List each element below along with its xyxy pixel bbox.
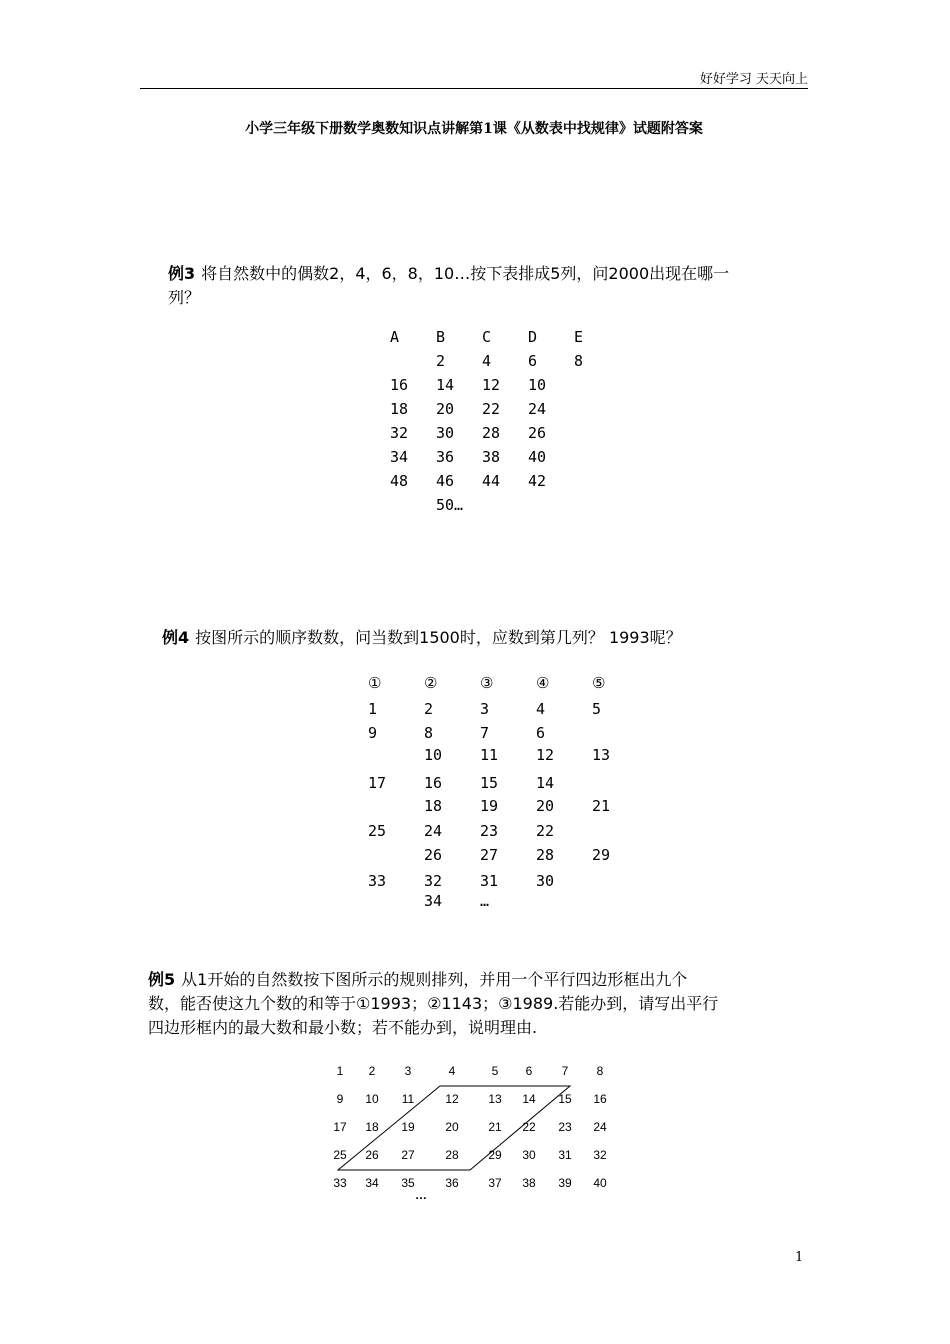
example-3-line-1: 将自然数中的偶数2，4，6，8，10…按下表排成5列，问2000出现在哪一 <box>201 264 730 283</box>
grid-cell: 10 <box>365 1092 379 1106</box>
grid-cell: 36 <box>445 1176 459 1190</box>
example-4-cell: … <box>480 892 490 910</box>
page-number: 1 <box>795 1250 804 1265</box>
example-4-cell: 10 <box>424 746 443 764</box>
grid-cell: 19 <box>401 1120 415 1134</box>
example-4-cell: 29 <box>592 846 611 864</box>
example-5-text <box>148 968 808 1040</box>
example-4-column-header: ④ <box>536 674 550 692</box>
example-4-cell: 28 <box>536 846 555 864</box>
example-4-cell: 27 <box>480 846 499 864</box>
example-4-cell: 4 <box>536 700 546 718</box>
example-3-column-header: A <box>390 328 400 346</box>
grid-cell: 29 <box>488 1148 502 1162</box>
example-4-cell: 15 <box>480 774 499 792</box>
example-3-cell: 26 <box>528 424 547 442</box>
grid-cell: 31 <box>558 1148 572 1162</box>
example-4-cell: 34 <box>424 892 443 910</box>
grid-cell: 21 <box>488 1120 502 1134</box>
example-4-cell: 5 <box>592 700 602 718</box>
example-4-cell: 25 <box>368 822 387 840</box>
example-4-column-header: ② <box>424 674 438 692</box>
grid-cell: 30 <box>522 1148 536 1162</box>
example-4-cell: 1 <box>368 700 378 718</box>
example-3-cell: 30 <box>436 424 455 442</box>
example-4-cell: 23 <box>480 822 499 840</box>
example-4-column-header: ① <box>368 674 382 692</box>
example-4-cell: 13 <box>592 746 611 764</box>
example-3-cell: 38 <box>482 448 501 466</box>
grid-cell: 33 <box>333 1176 347 1190</box>
grid-cell: 9 <box>336 1092 344 1106</box>
example-3-cell: 24 <box>528 400 547 418</box>
example-4-cell: 9 <box>368 724 378 742</box>
grid-cell: 35 <box>401 1176 415 1190</box>
example-4-cell: 17 <box>368 774 387 792</box>
example-4-cell: 21 <box>592 797 611 815</box>
grid-cell: 40 <box>593 1176 607 1190</box>
grid-cell: 8 <box>596 1064 604 1078</box>
grid-cell: 15 <box>558 1092 572 1106</box>
example-3-cell: 46 <box>436 472 455 490</box>
example-3-label: 例3 <box>168 264 196 283</box>
grid-cell: 22 <box>522 1120 536 1134</box>
example-4-line: 按图所示的顺序数数，问当数到1500时，应数到第几列？ 1993呢？ <box>195 628 682 647</box>
grid-cell: 26 <box>365 1148 379 1162</box>
grid-cell: 20 <box>445 1120 459 1134</box>
example-3-cell: 34 <box>390 448 409 466</box>
example-3-cell: 40 <box>528 448 547 466</box>
example-4-cell: 31 <box>480 872 499 890</box>
grid-cell: 6 <box>525 1064 533 1078</box>
example-4-cell: 6 <box>536 724 546 742</box>
example-3-cell: 6 <box>528 352 538 370</box>
grid-cell: 12 <box>445 1092 459 1106</box>
grid-cell: 11 <box>401 1092 415 1106</box>
example-4-cell: 19 <box>480 797 499 815</box>
grid-cell: 38 <box>522 1176 536 1190</box>
grid-cell: 2 <box>368 1064 376 1078</box>
example-3-cell: 10 <box>528 376 547 394</box>
example-3-cell: 16 <box>390 376 409 394</box>
example-3-column-header: B <box>436 328 446 346</box>
example-4-cell: 24 <box>424 822 443 840</box>
example-3-cell: 22 <box>482 400 501 418</box>
example-3-cell: 18 <box>390 400 409 418</box>
example-3-cell: 14 <box>436 376 455 394</box>
example-4-cell: 26 <box>424 846 443 864</box>
grid-cell: 17 <box>333 1120 347 1134</box>
example-4-cell: 2 <box>424 700 434 718</box>
example-3-cell: 12 <box>482 376 501 394</box>
header-rule <box>140 88 808 89</box>
example-4-column-header: ③ <box>480 674 494 692</box>
grid-cell: 7 <box>561 1064 569 1078</box>
example-3-column-header: C <box>482 328 492 346</box>
example-3-cell: 8 <box>574 352 584 370</box>
example-4-cell: 32 <box>424 872 443 890</box>
grid-cell: 25 <box>333 1148 347 1162</box>
grid-cell: 3 <box>404 1064 412 1078</box>
grid-cell: 39 <box>558 1176 572 1190</box>
example-3-cell: 32 <box>390 424 409 442</box>
page-title: 小学三年级下册数学奥数知识点讲解第1课《从数表中找规律》试题附答案 <box>245 121 703 137</box>
grid-cell: 37 <box>488 1176 502 1190</box>
grid-cell: 13 <box>488 1092 502 1106</box>
example-4-label: 例4 <box>162 628 190 647</box>
example-4-text <box>162 626 802 650</box>
example-3-cell: 48 <box>390 472 409 490</box>
grid-cell: 34 <box>365 1176 379 1190</box>
grid-cell: 1 <box>336 1064 344 1078</box>
example-4-cell: 12 <box>536 746 555 764</box>
example-3-cell: 36 <box>436 448 455 466</box>
example-5-number-grid <box>320 1060 620 1210</box>
example-3-column-header: E <box>574 328 584 346</box>
example-5-label: 例5 <box>148 970 176 989</box>
grid-cell: 5 <box>491 1064 499 1078</box>
grid-cell: 28 <box>445 1148 459 1162</box>
example-4-cell: 7 <box>480 724 490 742</box>
example-3-text <box>168 262 808 310</box>
grid-cell: 14 <box>522 1092 536 1106</box>
example-3-cell: 44 <box>482 472 501 490</box>
example-4-cell: 18 <box>424 797 443 815</box>
example-3-column-header: D <box>528 328 538 346</box>
grid-cell: 16 <box>593 1092 607 1106</box>
example-5-line-3: 四边形框内的最大数和最小数；若不能办到，说明理由. <box>148 1018 538 1037</box>
example-4-cell: 33 <box>368 872 387 890</box>
example-4-column-header: ⑤ <box>592 674 606 692</box>
example-3-cell: 42 <box>528 472 547 490</box>
example-4-cell: 14 <box>536 774 555 792</box>
grid-cell: 4 <box>448 1064 456 1078</box>
example-3-cell: 28 <box>482 424 501 442</box>
grid-cell: 27 <box>401 1148 415 1162</box>
grid-cell: 18 <box>365 1120 379 1134</box>
grid-cell: 32 <box>593 1148 607 1162</box>
header-motto: 好好学习 天天向上 <box>699 72 808 87</box>
example-4-cell: 3 <box>480 700 490 718</box>
example-3-cell: 2 <box>436 352 446 370</box>
example-3-cell: 20 <box>436 400 455 418</box>
example-4-cell: 22 <box>536 822 555 840</box>
example-5-line-2: 数，能否使这九个数的和等于①1993；②1143；③1989.若能办到，请写出平行 <box>148 994 719 1013</box>
grid-ellipsis: … <box>415 1188 427 1202</box>
example-4-cell: 8 <box>424 724 434 742</box>
example-4-cell: 16 <box>424 774 443 792</box>
example-5-line-1: 从1开始的自然数按下图所示的规则排列，并用一个平行四边形框出九个 <box>181 970 688 989</box>
example-4-cell: 20 <box>536 797 555 815</box>
example-3-line-2: 列？ <box>168 288 201 307</box>
example-4-cell: 11 <box>480 746 499 764</box>
example-4-cell: 30 <box>536 872 555 890</box>
grid-cell: 24 <box>593 1120 607 1134</box>
grid-cell: 23 <box>558 1120 572 1134</box>
example-3-cell: 50… <box>436 496 464 514</box>
example-3-cell: 4 <box>482 352 492 370</box>
